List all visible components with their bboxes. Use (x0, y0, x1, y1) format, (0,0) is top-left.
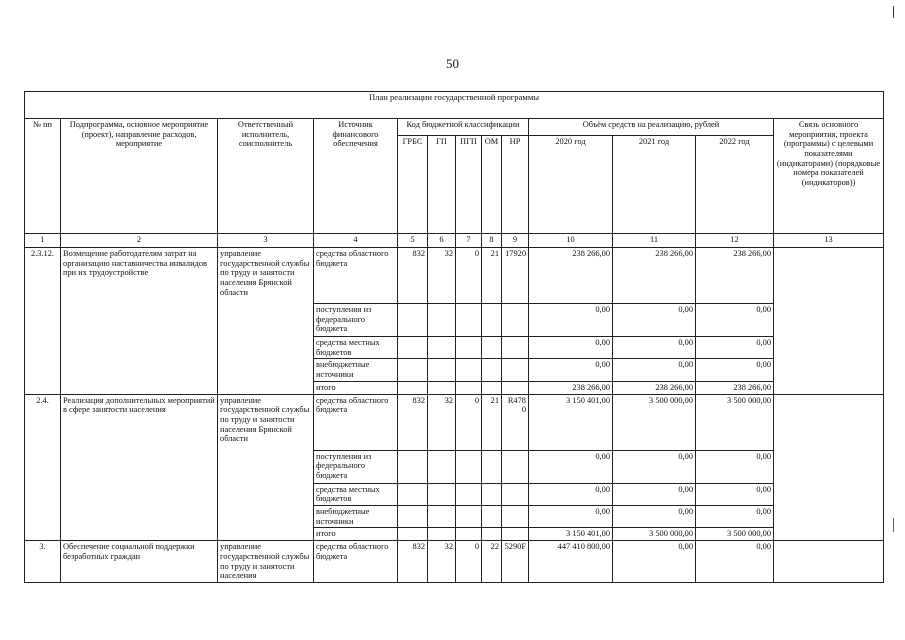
code-om (482, 483, 502, 505)
code-om (482, 505, 502, 527)
column-index-cell: 12 (696, 234, 774, 248)
funding-source: средства областного бюджета (314, 248, 398, 304)
header-2021: 2021 год (613, 136, 696, 234)
amount-2020: 0,00 (529, 337, 613, 359)
amount-2022: 238 266,00 (696, 248, 774, 304)
header-grbs: ГРБС (398, 136, 428, 234)
code-grbs (398, 505, 428, 527)
amount-2022: 0,00 (696, 359, 774, 381)
code-gp: 32 (428, 248, 456, 304)
code-nr (502, 483, 529, 505)
amount-2020: 0,00 (529, 359, 613, 381)
amount-2021: 3 500 000,00 (613, 528, 696, 541)
code-nr (502, 359, 529, 381)
amount-2020: 0,00 (529, 450, 613, 483)
code-om: 22 (482, 541, 502, 583)
table-row (25, 248, 884, 304)
code-grbs (398, 483, 428, 505)
code-pgp (456, 359, 482, 381)
code-gp: 32 (428, 541, 456, 583)
column-index-cell: 13 (774, 234, 884, 248)
header-nr: НР (502, 136, 529, 234)
funding-source: средства областного бюджета (314, 541, 398, 583)
code-grbs (398, 304, 428, 337)
code-om (482, 528, 502, 541)
code-gp (428, 359, 456, 381)
scan-edge-mark (893, 518, 894, 532)
code-om (482, 337, 502, 359)
code-grbs: 832 (398, 541, 428, 583)
row-number: 2.4. (25, 394, 61, 541)
code-gp (428, 528, 456, 541)
activity-name: Возмещение работодателям затрат на организацию наставничества инвалидов при их трудоустройстве (61, 248, 218, 395)
activity-name: Обеспечение социальной поддержки безработных граждан (61, 541, 218, 583)
amount-2021: 0,00 (613, 505, 696, 527)
code-nr (502, 450, 529, 483)
amount-2022: 0,00 (696, 337, 774, 359)
amount-2021: 0,00 (613, 337, 696, 359)
amount-2021: 238 266,00 (613, 381, 696, 394)
amount-2020: 447 410 800,00 (529, 541, 613, 583)
code-gp (428, 337, 456, 359)
code-grbs (398, 450, 428, 483)
funding-source: итого (314, 381, 398, 394)
code-om (482, 450, 502, 483)
column-index-row (25, 234, 884, 248)
table-title: План реализации государственной программы (25, 92, 884, 119)
amount-2021: 0,00 (613, 541, 696, 583)
code-pgp (456, 337, 482, 359)
indicator-link (774, 248, 884, 395)
code-nr (502, 505, 529, 527)
code-nr: R4780 (502, 394, 529, 450)
amount-2021: 3 500 000,00 (613, 394, 696, 450)
column-index-cell: 8 (482, 234, 502, 248)
amount-2021: 0,00 (613, 450, 696, 483)
amount-2022: 0,00 (696, 450, 774, 483)
amount-2021: 238 266,00 (613, 248, 696, 304)
code-nr: 17920 (502, 248, 529, 304)
amount-2022: 3 500 000,00 (696, 394, 774, 450)
code-pgp (456, 483, 482, 505)
header-responsible: Ответственный исполнитель, соисполнитель (218, 119, 314, 234)
amount-2020: 238 266,00 (529, 381, 613, 394)
code-nr: 5290F (502, 541, 529, 583)
header-volume: Объём средств на реализацию, рублей (529, 119, 774, 136)
code-pgp (456, 381, 482, 394)
header-2022: 2022 год (696, 136, 774, 234)
header-gp: ГП (428, 136, 456, 234)
column-index-cell: 2 (61, 234, 218, 248)
row-number: 2.3.12. (25, 248, 61, 395)
header-kbk: Код бюджетной классификации (398, 119, 529, 136)
header-om: ОМ (482, 136, 502, 234)
header-pgp: ПГП (456, 136, 482, 234)
responsible-executor: управление государственной службы по труду и занятости населения (218, 541, 314, 583)
amount-2022: 0,00 (696, 541, 774, 583)
code-pgp (456, 528, 482, 541)
code-nr (502, 528, 529, 541)
column-index-cell: 3 (218, 234, 314, 248)
code-gp (428, 505, 456, 527)
code-pgp: 0 (456, 394, 482, 450)
code-om: 21 (482, 394, 502, 450)
code-pgp (456, 505, 482, 527)
code-grbs (398, 359, 428, 381)
code-pgp (456, 450, 482, 483)
code-nr (502, 304, 529, 337)
amount-2022: 238 266,00 (696, 381, 774, 394)
amount-2021: 0,00 (613, 483, 696, 505)
activity-name: Реализация дополнительных мероприятий в сфере занятости населения (61, 394, 218, 541)
amount-2022: 0,00 (696, 304, 774, 337)
code-pgp: 0 (456, 541, 482, 583)
code-grbs: 832 (398, 394, 428, 450)
code-pgp: 0 (456, 248, 482, 304)
amount-2022: 0,00 (696, 483, 774, 505)
funding-source: итого (314, 528, 398, 541)
column-index-cell: 10 (529, 234, 613, 248)
header-link: Связь основного мероприятия, проекта (программы) с целевыми показателями (индикаторами) (порядковые номера показателей (индикаторов)) (774, 119, 884, 234)
column-index-cell: 9 (502, 234, 529, 248)
amount-2020: 3 150 401,00 (529, 394, 613, 450)
code-gp: 32 (428, 394, 456, 450)
responsible-executor: управление государственной службы по труду и занятости населения Брянской области (218, 248, 314, 395)
column-index-cell: 1 (25, 234, 61, 248)
amount-2020: 0,00 (529, 505, 613, 527)
responsible-executor: управление государственной службы по труду и занятости населения Брянской области (218, 394, 314, 541)
code-om (482, 359, 502, 381)
code-om: 21 (482, 248, 502, 304)
funding-source: поступления из федерального бюджета (314, 450, 398, 483)
row-number: 3. (25, 541, 61, 583)
code-om (482, 381, 502, 394)
table-row (25, 541, 884, 583)
amount-2020: 0,00 (529, 483, 613, 505)
code-grbs (398, 528, 428, 541)
code-gp (428, 381, 456, 394)
code-gp (428, 483, 456, 505)
amount-2022: 3 500 000,00 (696, 528, 774, 541)
table-row (25, 394, 884, 450)
amount-2021: 0,00 (613, 359, 696, 381)
program-plan-table (24, 91, 884, 583)
amount-2021: 0,00 (613, 304, 696, 337)
header-2020: 2020 год (529, 136, 613, 234)
header-num: № пп (25, 119, 61, 234)
funding-source: средства областного бюджета (314, 394, 398, 450)
code-grbs: 832 (398, 248, 428, 304)
funding-source: внебюджетные источники (314, 505, 398, 527)
header-source: Источник финансового обеспечения (314, 119, 398, 234)
page-number: 50 (446, 56, 459, 71)
code-gp (428, 304, 456, 337)
amount-2022: 0,00 (696, 505, 774, 527)
funding-source: поступления из федерального бюджета (314, 304, 398, 337)
code-grbs (398, 381, 428, 394)
funding-source: средства местных бюджетов (314, 483, 398, 505)
amount-2020: 238 266,00 (529, 248, 613, 304)
code-grbs (398, 337, 428, 359)
funding-source: средства местных бюджетов (314, 337, 398, 359)
code-nr (502, 337, 529, 359)
header-program: Подпрограмма, основное мероприятие (проект), направление расходов, мероприятие (61, 119, 218, 234)
column-index-cell: 4 (314, 234, 398, 248)
column-index-cell: 5 (398, 234, 428, 248)
scan-edge-mark (893, 6, 894, 18)
indicator-link (774, 394, 884, 541)
amount-2020: 3 150 401,00 (529, 528, 613, 541)
code-nr (502, 381, 529, 394)
code-om (482, 304, 502, 337)
code-gp (428, 450, 456, 483)
code-pgp (456, 304, 482, 337)
indicator-link (774, 541, 884, 583)
funding-source: внебюджетные источники (314, 359, 398, 381)
column-index-cell: 7 (456, 234, 482, 248)
column-index-cell: 6 (428, 234, 456, 248)
column-index-cell: 11 (613, 234, 696, 248)
amount-2020: 0,00 (529, 304, 613, 337)
